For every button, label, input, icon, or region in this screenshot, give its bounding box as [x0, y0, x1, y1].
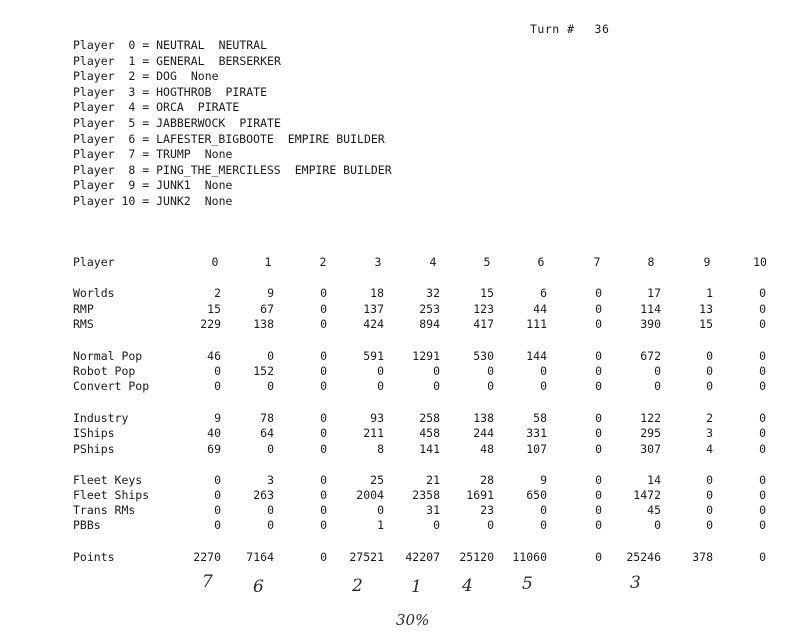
player-name: JUNK2 [156, 193, 191, 208]
player-name: JUNK1 [156, 178, 191, 193]
player-type: PIRATE [225, 84, 268, 99]
player-prefix: Player 3 = [73, 84, 157, 99]
player-name: DOG [156, 69, 177, 84]
table-cell: 32 [426, 286, 440, 300]
table-cell: 45 [647, 503, 661, 517]
table-cell: 0 [487, 518, 494, 532]
table-cell: 0 [320, 442, 327, 456]
handwritten-percent-note: 30% [396, 611, 430, 629]
table-cell: 13 [699, 302, 713, 316]
table-cell: 67 [260, 302, 274, 316]
row-label: RMP [73, 302, 94, 316]
table-cell: 0 [540, 364, 547, 378]
table-cell: 253 [419, 302, 440, 316]
table-cell: 0 [759, 302, 766, 316]
table-cell: 378 [692, 550, 713, 564]
table-cell: 9 [267, 286, 274, 300]
player-row [73, 194, 392, 210]
table-cell: 0 [759, 379, 766, 393]
row-label: Worlds [73, 286, 115, 300]
column-header: 7 [593, 255, 601, 269]
table-cell: 0 [487, 379, 494, 393]
table-cell: 331 [526, 426, 547, 440]
table-cell: 258 [419, 411, 440, 425]
player-prefix: Player 5 = [73, 115, 157, 130]
table-cell: 0 [706, 518, 713, 532]
table-cell: 458 [419, 426, 440, 440]
table-cell: 0 [654, 518, 661, 532]
table-cell: 44 [533, 302, 547, 316]
table-cell: 1 [377, 518, 384, 532]
player-type: None [204, 178, 233, 193]
player-row [73, 116, 392, 132]
table-cell: 25246 [626, 550, 661, 564]
table-cell: 28 [480, 473, 494, 487]
table-cell: 27521 [349, 550, 384, 564]
table-cell: 0 [320, 488, 327, 502]
table-cell: 0 [595, 518, 602, 532]
table-cell: 64 [260, 426, 274, 440]
column-header: 0 [211, 255, 219, 269]
player-name: TRUMP [156, 147, 191, 162]
table-cell: 672 [640, 349, 661, 363]
column-header: 2 [319, 255, 327, 269]
table-cell: 0 [214, 503, 221, 517]
player-row [73, 38, 392, 54]
table-cell: 0 [595, 411, 602, 425]
player-type: EMPIRE BUILDER [294, 162, 392, 177]
player-prefix: Player 6 = [73, 131, 157, 146]
table-cell: 0 [540, 503, 547, 517]
player-name: GENERAL [156, 53, 205, 68]
row-label: Convert Pop [73, 379, 150, 393]
table-cell: 0 [214, 364, 221, 378]
table-cell: 2270 [193, 550, 221, 564]
table-cell: 0 [320, 518, 327, 532]
player-type: PIRATE [197, 100, 240, 115]
handwritten-rank: 1 [411, 577, 422, 597]
table-cell: 0 [706, 364, 713, 378]
player-row [73, 163, 392, 179]
table-cell: 0 [267, 503, 274, 517]
column-header: 1 [264, 255, 272, 269]
column-header: 8 [647, 255, 655, 269]
table-cell: 69 [207, 442, 221, 456]
table-cell: 9 [214, 411, 221, 425]
table-cell: 0 [595, 442, 602, 456]
table-cell: 138 [473, 411, 494, 425]
player-prefix: Player 4 = [73, 100, 157, 115]
table-cell: 1691 [466, 488, 494, 502]
table-cell: 0 [540, 518, 547, 532]
row-label: Robot Pop [73, 364, 136, 378]
table-cell: 0 [320, 379, 327, 393]
table-cell: 0 [654, 364, 661, 378]
player-row [73, 54, 392, 70]
table-cell: 137 [363, 302, 384, 316]
row-label: Points [73, 550, 115, 564]
table-cell: 111 [526, 317, 547, 331]
player-name: PING_THE_MERCILESS [156, 162, 281, 177]
player-row [73, 147, 392, 163]
table-cell: 7164 [246, 550, 274, 564]
table-cell: 0 [320, 364, 327, 378]
row-label: RMS [73, 317, 94, 331]
table-cell: 93 [370, 411, 384, 425]
table-cell: 0 [320, 349, 327, 363]
table-cell: 0 [759, 364, 766, 378]
table-cell: 2 [214, 286, 221, 300]
table-cell: 0 [706, 349, 713, 363]
table-cell: 0 [759, 518, 766, 532]
table-cell: 0 [595, 349, 602, 363]
table-cell: 17 [647, 286, 661, 300]
table-cell: 40 [207, 426, 221, 440]
table-cell: 0 [433, 379, 440, 393]
player-type: None [190, 69, 219, 84]
column-header: 5 [483, 255, 491, 269]
table-cell: 0 [267, 518, 274, 532]
table-cell: 0 [595, 317, 602, 331]
player-name: HOGTHROB [156, 84, 212, 99]
player-name: LAFESTER_BIGBOOTE [156, 131, 274, 146]
table-cell: 138 [253, 317, 274, 331]
player-type: EMPIRE BUILDER [287, 131, 385, 146]
table-cell: 0 [214, 488, 221, 502]
table-cell: 0 [320, 503, 327, 517]
table-cell: 0 [267, 442, 274, 456]
table-cell: 0 [759, 411, 766, 425]
table-cell: 0 [320, 426, 327, 440]
table-cell: 25 [370, 473, 384, 487]
row-label: Trans RMs [73, 503, 136, 517]
table-cell: 0 [595, 473, 602, 487]
table-cell: 2004 [356, 488, 384, 502]
table-cell: 123 [473, 302, 494, 316]
table-cell: 0 [433, 518, 440, 532]
table-cell: 3 [706, 426, 713, 440]
table-cell: 78 [260, 411, 274, 425]
turn-number: 36 [594, 22, 610, 36]
table-cell: 211 [363, 426, 384, 440]
player-prefix: Player 7 = [73, 147, 157, 162]
player-name: NEUTRAL [156, 38, 205, 52]
row-label: Fleet Ships [73, 488, 150, 502]
table-cell: 0 [320, 302, 327, 316]
table-cell: 1291 [412, 349, 440, 363]
column-header: 3 [374, 255, 382, 269]
table-cell: 0 [267, 379, 274, 393]
table-cell: 15 [480, 286, 494, 300]
table-cell: 0 [759, 473, 766, 487]
player-row [73, 100, 392, 116]
row-label: Normal Pop [73, 349, 143, 363]
table-cell: 2 [706, 411, 713, 425]
table-cell: 0 [595, 488, 602, 502]
player-row [73, 178, 392, 194]
row-label: PShips [73, 442, 115, 456]
table-cell: 0 [654, 379, 661, 393]
table-cell: 390 [640, 317, 661, 331]
column-header: 10 [753, 255, 767, 269]
table-cell: 107 [526, 442, 547, 456]
table-cell: 307 [640, 442, 661, 456]
player-name: JABBERWOCK [156, 115, 226, 130]
table-cell: 0 [759, 426, 766, 440]
table-cell: 0 [320, 317, 327, 331]
table-cell: 0 [267, 349, 274, 363]
table-cell: 0 [377, 379, 384, 393]
table-cell: 114 [640, 302, 661, 316]
table-cell: 144 [526, 349, 547, 363]
table-cell: 14 [647, 473, 661, 487]
player-roster [73, 38, 392, 210]
table-cell: 0 [487, 364, 494, 378]
table-cell: 1 [706, 286, 713, 300]
table-cell: 0 [540, 379, 547, 393]
table-cell: 0 [759, 442, 766, 456]
column-header: 4 [429, 255, 437, 269]
table-cell: 0 [706, 473, 713, 487]
table-cell: 0 [759, 488, 766, 502]
table-cell: 0 [595, 379, 602, 393]
table-cell: 0 [759, 349, 766, 363]
handwritten-rank: 3 [630, 573, 641, 593]
player-type: None [204, 147, 233, 162]
table-cell: 650 [526, 488, 547, 502]
handwritten-rank: 6 [253, 577, 264, 597]
table-cell: 0 [320, 550, 327, 564]
table-cell: 0 [214, 473, 221, 487]
table-cell: 9 [540, 473, 547, 487]
player-prefix: Player 9 = [73, 178, 157, 193]
table-cell: 2358 [412, 488, 440, 502]
handwritten-rank: 5 [522, 574, 533, 594]
table-cell: 15 [207, 302, 221, 316]
table-cell: 122 [640, 411, 661, 425]
handwritten-rank: 2 [352, 576, 363, 596]
table-cell: 530 [473, 349, 494, 363]
table-cell: 0 [759, 286, 766, 300]
table-cell: 6 [540, 286, 547, 300]
table-cell: 244 [473, 426, 494, 440]
column-header: 6 [537, 255, 545, 269]
table-header-label: Player [73, 255, 115, 269]
table-cell: 23 [480, 503, 494, 517]
table-cell: 25120 [459, 550, 494, 564]
table-cell: 0 [759, 503, 766, 517]
table-cell: 58 [533, 411, 547, 425]
player-type: NEUTRAL [218, 38, 268, 52]
row-label: IShips [73, 426, 115, 440]
table-cell: 42207 [405, 550, 440, 564]
turn-label: Turn # [530, 22, 575, 36]
player-prefix: Player 0 = [73, 38, 157, 52]
table-cell: 0 [706, 379, 713, 393]
table-cell: 46 [207, 349, 221, 363]
table-cell: 8 [377, 442, 384, 456]
table-cell: 0 [595, 286, 602, 300]
table-cell: 0 [706, 503, 713, 517]
player-type: None [204, 193, 233, 208]
table-cell: 0 [320, 286, 327, 300]
table-cell: 141 [419, 442, 440, 456]
table-cell: 0 [377, 503, 384, 517]
row-label: Fleet Keys [73, 473, 143, 487]
table-cell: 0 [214, 518, 221, 532]
column-header: 9 [703, 255, 711, 269]
handwritten-rank: 7 [202, 572, 213, 592]
table-cell: 0 [377, 364, 384, 378]
table-cell: 263 [253, 488, 274, 502]
table-cell: 0 [759, 317, 766, 331]
table-cell: 424 [363, 317, 384, 331]
table-cell: 18 [370, 286, 384, 300]
table-cell: 3 [267, 473, 274, 487]
table-cell: 0 [595, 364, 602, 378]
table-cell: 591 [363, 349, 384, 363]
player-type: BERSERKER [218, 53, 281, 68]
table-cell: 0 [214, 379, 221, 393]
table-cell: 0 [320, 473, 327, 487]
table-cell: 0 [595, 503, 602, 517]
table-cell: 0 [595, 550, 602, 564]
player-prefix: Player 10 = [73, 193, 157, 208]
table-cell: 0 [595, 426, 602, 440]
table-cell: 11060 [512, 550, 547, 564]
table-cell: 417 [473, 317, 494, 331]
turn-indicator [530, 22, 609, 36]
table-cell: 0 [706, 488, 713, 502]
row-label: Industry [73, 411, 129, 425]
player-prefix: Player 2 = [73, 69, 157, 84]
handwritten-rank: 4 [462, 576, 473, 596]
table-cell: 0 [433, 364, 440, 378]
table-cell: 0 [595, 302, 602, 316]
row-label: PBBs [73, 518, 101, 532]
table-cell: 295 [640, 426, 661, 440]
table-cell: 48 [480, 442, 494, 456]
table-cell: 31 [426, 503, 440, 517]
table-cell: 152 [253, 364, 274, 378]
table-cell: 15 [699, 317, 713, 331]
table-cell: 0 [320, 411, 327, 425]
player-name: ORCA [156, 100, 184, 115]
player-row [73, 85, 392, 101]
player-prefix: Player 8 = [73, 162, 157, 177]
player-type: PIRATE [239, 115, 281, 130]
table-cell: 1472 [633, 488, 661, 502]
table-cell: 4 [706, 442, 713, 456]
table-cell: 0 [759, 550, 766, 564]
table-cell: 21 [426, 473, 440, 487]
player-row [73, 69, 392, 85]
player-prefix: Player 1 = [73, 53, 157, 68]
table-cell: 894 [419, 317, 440, 331]
table-cell: 229 [200, 317, 221, 331]
player-row [73, 132, 392, 148]
